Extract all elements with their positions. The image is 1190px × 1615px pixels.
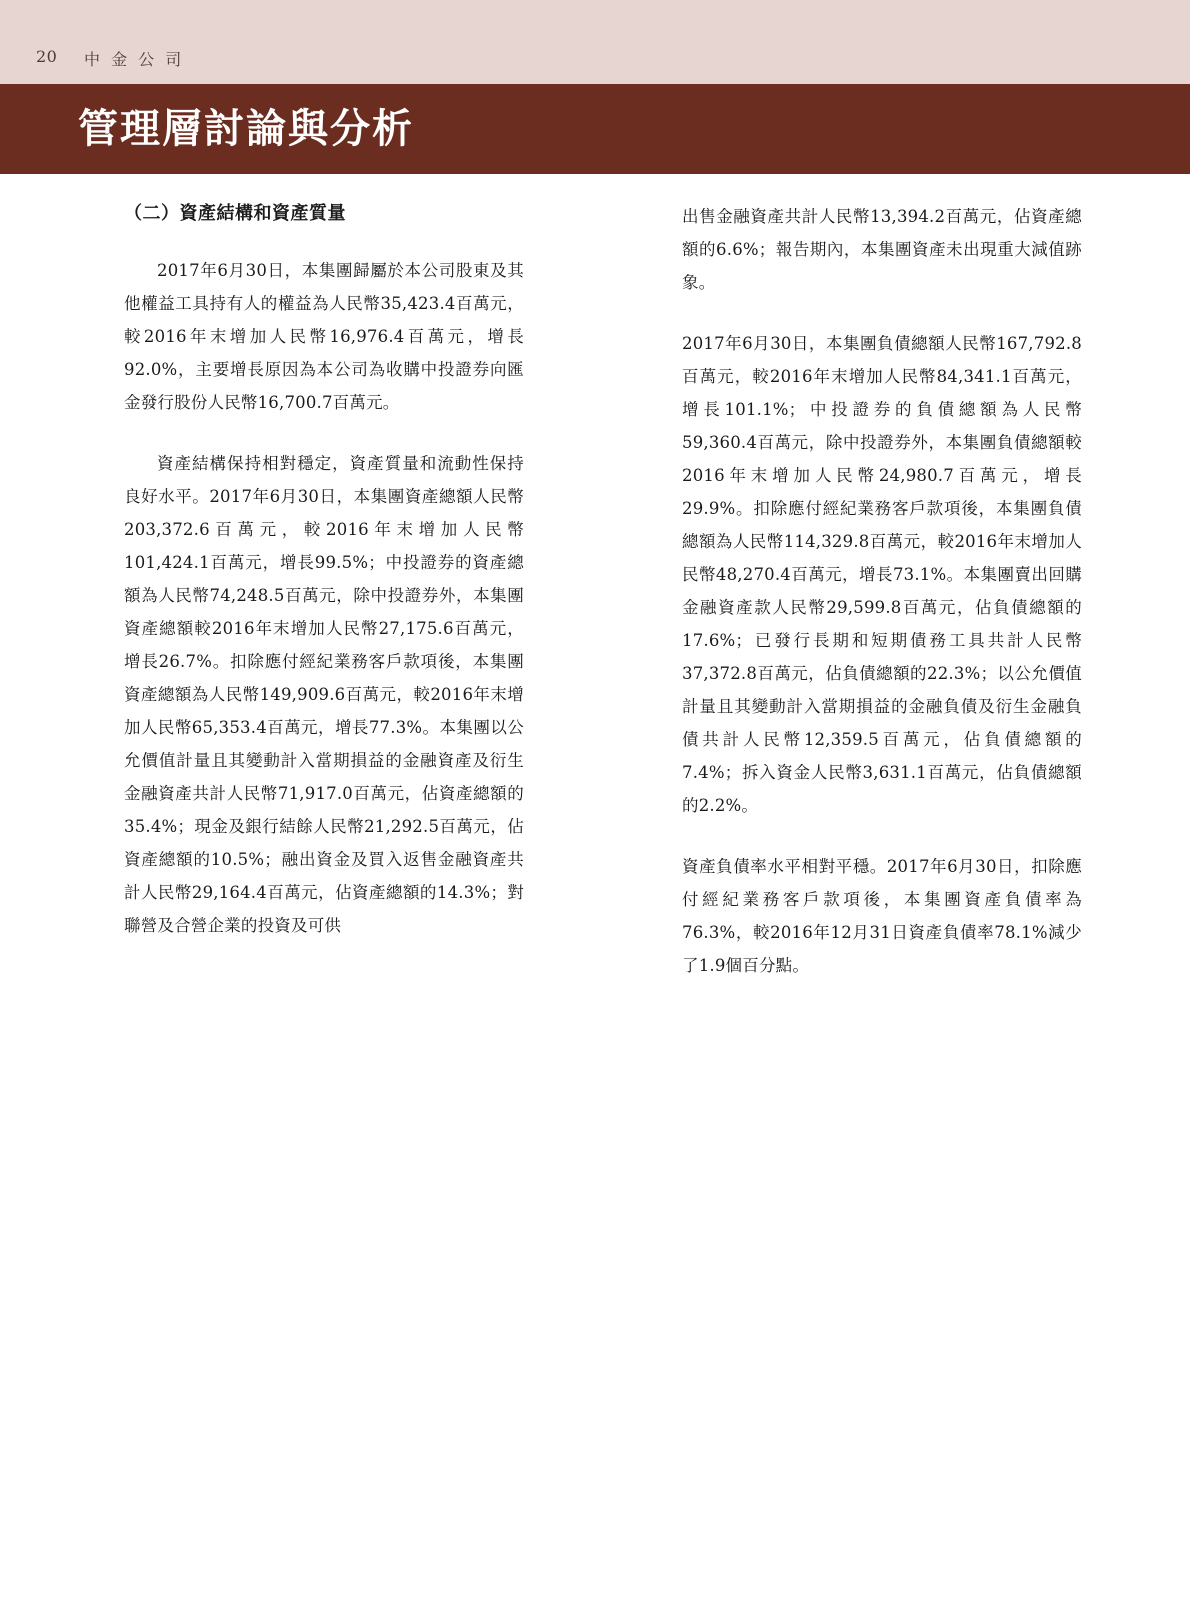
folio-company-name: 中 金 公 司	[84, 50, 185, 69]
paragraph: 2017年6月30日，本集團負債總額人民幣167,792.8百萬元，較2016年末增加人民幣84,341.1百萬元，增長101.1%；中投證券的負債總額為人民幣59,360.4百萬元，除中投證券外，本集團負債總額較2016年末增加人民幣24,980.7百萬元，增長29.9%。扣除應付經紀業務客戶款項後，本集團負債總額為人民幣114,329.8百萬元，較2016年末增加人民幣48,270.4百萬元，增長73.1%。本集團賣出回購金融資產款人民幣29,599.8百萬元，佔負債總額的17.6%；已發行長期和短期債務工具共計人民幣37,372.8百萬元，佔負債總額的22.3%；以公允價值計量且其變動計入當期損益的金融負債及衍生金融負債共計人民幣12,359.5百萬元，佔負債總額的7.4%；拆入資金人民幣3,631.1百萬元，佔負債總額的2.2%。	[682, 334, 1082, 815]
page-title: 管理層討論與分析	[78, 105, 414, 152]
left-column	[124, 200, 524, 942]
folio-number: 20	[36, 47, 58, 66]
paragraph: 2017年6月30日，本集團歸屬於本公司股東及其他權益工具持有人的權益為人民幣35,423.4百萬元，較2016年末增加人民幣16,976.4百萬元，增長92.0%，主要增長原因為本公司為收購中投證券向匯金發行股份人民幣16,700.7百萬元。	[124, 261, 524, 412]
subsection-heading: （二）資產結構和資產質量	[124, 203, 346, 224]
paragraph: 資產負債率水平相對平穩。2017年6月30日，扣除應付經紀業務客戶款項後，本集團資產負債率為76.3%，較2016年12月31日資產負債率78.1%減少了1.9個百分點。	[682, 857, 1082, 975]
page-top-band	[0, 0, 1190, 84]
right-column	[682, 200, 1082, 982]
paragraph: 資產結構保持相對穩定，資產質量和流動性保持良好水平。2017年6月30日，本集團資產總額人民幣203,372.6百萬元，較2016年末增加人民幣101,424.1百萬元，增長99.5%；中投證券的資產總額為人民幣74,248.5百萬元，除中投證券外，本集團資產總額較2016年末增加人民幣27,175.6百萬元，增長26.7%。扣除應付經紀業務客戶款項後，本集團資產總額為人民幣149,909.6百萬元，較2016年末增加人民幣65,353.4百萬元，增長77.3%。本集團以公允價值計量且其變動計入當期損益的金融資產及衍生金融資產共計人民幣71,917.0百萬元，佔資產總額的35.4%；現金及銀行結餘人民幣21,292.5百萬元，佔資產總額的10.5%；融出資金及買入返售金融資產共計人民幣29,164.4百萬元，佔資產總額的14.3%；對聯營及合營企業的投資及可供	[124, 454, 524, 935]
paragraph: 出售金融資產共計人民幣13,394.2百萬元，佔資產總額的6.6%；報告期內，本集團資產未出現重大減值跡象。	[682, 207, 1082, 292]
